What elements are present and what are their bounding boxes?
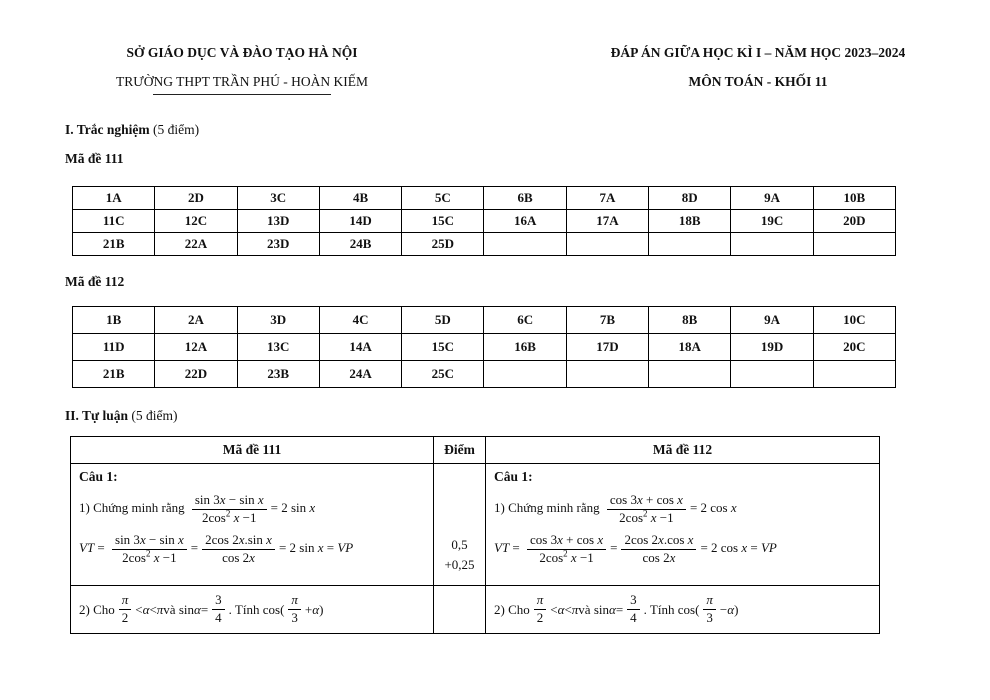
fraction: $\frac{3}{4}$ xyxy=(212,593,225,625)
essay-answer-112-q1 xyxy=(486,464,879,586)
answer-table-112 xyxy=(72,306,896,388)
answer-cell: 25D xyxy=(402,233,484,256)
fraction: $\frac{\text{cos 3x + cos x}}{2\cos^2 x -1}$ xyxy=(607,493,686,525)
answer-cell: 18A xyxy=(649,334,731,361)
answer-cell: 19C xyxy=(731,210,813,233)
fraction: $\frac{\text{sin 3x − sin x}}{2\cos^2 x -1}$ xyxy=(112,533,187,565)
answer-cell: 22D xyxy=(155,361,237,388)
formula-112-line2: VT = $\frac{\text{cos 3x + cos x}}{2\cos^2 x -1}$ = $\frac{\text{2cos 2x.cos x}}{\cos 2x}$ = 2 cos x = VP xyxy=(494,532,777,565)
answer-cell xyxy=(649,361,731,388)
answer-cell: 8B xyxy=(649,307,731,334)
answer-cell: 11C xyxy=(73,210,155,233)
answer-cell: 21B xyxy=(73,361,155,388)
answer-cell: 9A xyxy=(731,187,813,210)
answer-cell xyxy=(484,233,566,256)
fraction: $\frac{3}{4}$ xyxy=(627,593,640,625)
answer-cell xyxy=(649,233,731,256)
answer-cell: 15C xyxy=(402,210,484,233)
answer-cell: 12C xyxy=(155,210,237,233)
fraction: $\frac{\pi}{2}$ xyxy=(534,593,547,625)
answer-cell: 6B xyxy=(484,187,566,210)
section-multiple-choice-title xyxy=(65,122,199,138)
answer-cell: 14D xyxy=(319,210,401,233)
answer-cell xyxy=(566,233,648,256)
answer-row xyxy=(73,233,896,256)
fraction: $\frac{\text{2cos 2x.cos x}}{\cos 2x}$ xyxy=(621,533,696,565)
answer-row xyxy=(73,187,896,210)
essay-header-score: Điểm xyxy=(434,437,486,464)
answer-cell: 18B xyxy=(649,210,731,233)
answer-cell: 15C xyxy=(402,334,484,361)
answer-cell: 2D xyxy=(155,187,237,210)
exam-code-112-label: Mã đề 112 xyxy=(65,274,125,289)
answer-cell: 17A xyxy=(566,210,648,233)
answer-cell: 1A xyxy=(73,187,155,210)
answer-row xyxy=(73,361,896,388)
formula-111-line2: VT = $\frac{\text{sin 3x − sin x}}{2\cos^2 x -1}$ = $\frac{\text{2cos 2x.sin x}}{\cos 2x}$ = 2 sin x = VP xyxy=(79,532,354,565)
fraction: $\frac{\pi}{2}$ xyxy=(119,593,132,625)
exam-code-111-label: Mã đề 111 xyxy=(65,151,124,166)
answer-table-111 xyxy=(72,186,896,256)
answer-cell: 13D xyxy=(237,210,319,233)
answer-cell: 21B xyxy=(73,233,155,256)
answer-cell: 16B xyxy=(484,334,566,361)
section-essay-title xyxy=(65,408,178,424)
score-value-2: +0,25 xyxy=(444,556,475,572)
answer-cell: 20D xyxy=(813,210,895,233)
essay-header-111: Mã đề 111 xyxy=(71,437,434,464)
formula-112-line1: 1) Chứng minh rằng $\frac{\text{cos 3x + cos x}}{2\cos^2 x -1}$ = 2 cos x xyxy=(494,492,737,525)
department-name: SỞ GIÁO DỤC VÀ ĐÀO TẠO HÀ NỘI xyxy=(126,45,358,60)
answer-cell: 2A xyxy=(155,307,237,334)
answer-cell: 13C xyxy=(237,334,319,361)
header-left xyxy=(97,45,387,95)
answer-cell: 3D xyxy=(237,307,319,334)
essay-header-112: Mã đề 112 xyxy=(486,437,879,464)
subject-title: MÔN TOÁN - KHỐI 11 xyxy=(688,74,828,89)
fraction: $\frac{\text{2cos 2x.sin x}}{\cos 2x}$ xyxy=(202,533,275,565)
answer-cell: 19D xyxy=(731,334,813,361)
answer-cell: 6C xyxy=(484,307,566,334)
answer-cell: 1B xyxy=(73,307,155,334)
formula-111-line1: 1) Chứng minh rằng $\frac{\text{sin 3x − sin x}}{2\cos^2 x -1}$ = 2 sin x xyxy=(79,492,316,525)
answer-cell xyxy=(813,361,895,388)
answer-cell xyxy=(813,233,895,256)
fraction: $\frac{\text{cos 3x + cos x}}{2\cos^2 x -1}$ xyxy=(527,533,606,565)
answer-cell: 24B xyxy=(319,233,401,256)
answer-cell: 14A xyxy=(319,334,401,361)
answer-cell: 23D xyxy=(237,233,319,256)
header-rule xyxy=(153,94,331,95)
school-name: TRƯỜNG THPT TRẦN PHÚ - HOÀN KIẾM xyxy=(116,74,368,89)
answer-cell: 5C xyxy=(402,187,484,210)
answer-cell: 24A xyxy=(319,361,401,388)
answer-cell: 5D xyxy=(402,307,484,334)
essay-answer-112-q2: 2) Cho $\frac{\pi}{2}$ < α < π và sin α = $\frac{3}{4}$ . Tính cos( $\frac{\pi}{3}$ − α ) xyxy=(494,592,739,625)
answer-cell xyxy=(731,233,813,256)
cau1-label-111: Câu 1: xyxy=(79,469,118,484)
answer-cell: 23B xyxy=(237,361,319,388)
essay-table xyxy=(70,436,880,634)
section-essay-title-rest: (5 điểm) xyxy=(128,408,178,423)
cau1-label-112: Câu 1: xyxy=(494,469,533,484)
answer-key-title: ĐÁP ÁN GIỮA HỌC KÌ I – NĂM HỌC 2023–2024 xyxy=(610,45,906,60)
answer-cell: 8D xyxy=(649,187,731,210)
answer-cell: 9A xyxy=(731,307,813,334)
answer-cell: 7B xyxy=(566,307,648,334)
section-multiple-choice-title-bold: I. Trắc nghiệm xyxy=(65,122,150,137)
essay-score-q2 xyxy=(434,586,486,633)
answer-cell: 22A xyxy=(155,233,237,256)
answer-cell: 10B xyxy=(813,187,895,210)
answer-cell: 10C xyxy=(813,307,895,334)
answer-row xyxy=(73,334,896,361)
answer-cell xyxy=(731,361,813,388)
essay-answer-111-q1 xyxy=(71,464,434,586)
answer-cell: 7A xyxy=(566,187,648,210)
fraction: $\frac{\text{sin 3x − sin x}}{2\cos^2 x -1}$ xyxy=(192,493,267,525)
header-right xyxy=(598,45,918,90)
answer-row xyxy=(73,307,896,334)
essay-answer-111-q2: 2) Cho $\frac{\pi}{2}$ < α < π và sin α = $\frac{3}{4}$ . Tính cos( $\frac{\pi}{3}$ + α ) xyxy=(71,586,434,633)
answer-cell: 16A xyxy=(484,210,566,233)
answer-cell: 12A xyxy=(155,334,237,361)
answer-row xyxy=(73,210,896,233)
section-essay-title-bold: II. Tự luận xyxy=(65,408,129,423)
score-value-1: 0,5 xyxy=(451,536,468,552)
fraction: $\frac{\pi}{3}$ xyxy=(288,593,301,625)
answer-cell: 17D xyxy=(566,334,648,361)
section-multiple-choice-title-rest: (5 điểm) xyxy=(149,122,200,137)
answer-cell xyxy=(484,361,566,388)
fraction: $\frac{\pi}{3}$ xyxy=(703,593,716,625)
answer-cell: 25C xyxy=(402,361,484,388)
answer-cell xyxy=(566,361,648,388)
answer-cell: 4C xyxy=(319,307,401,334)
answer-cell: 4B xyxy=(319,187,401,210)
essay-score-q1 xyxy=(434,464,486,586)
answer-cell: 11D xyxy=(73,334,155,361)
answer-cell: 20C xyxy=(813,334,895,361)
answer-cell: 3C xyxy=(237,187,319,210)
